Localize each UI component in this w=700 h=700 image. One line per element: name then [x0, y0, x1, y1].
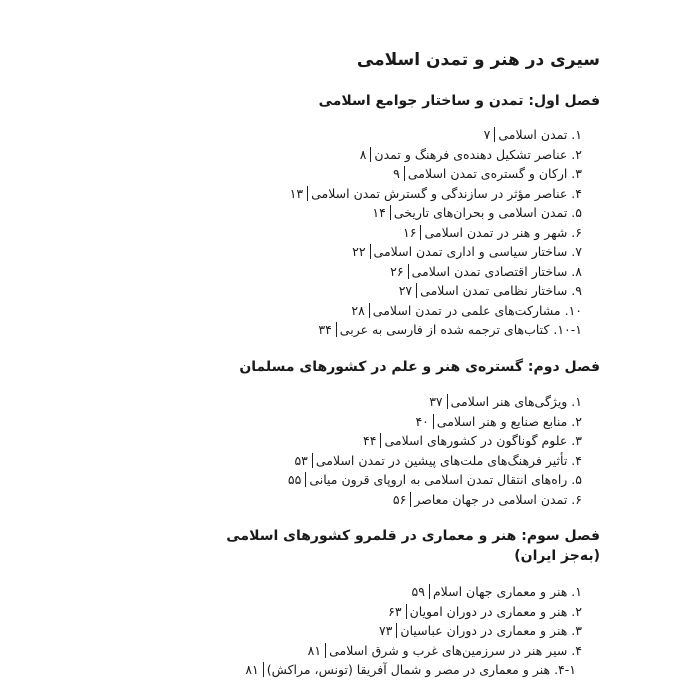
toc-item[interactable]: ۱. ویژگی‌های هنر اسلامی۳۷: [429, 394, 582, 409]
chapter-2-heading: فصل دوم: گستره‌ی هنر و علم در کشورهای مسلمان: [239, 359, 600, 375]
toc-item[interactable]: ۱. تمدن اسلامی۷: [483, 127, 582, 142]
toc-item[interactable]: ۸. ساختار اقتصادی تمدن اسلامی۲۶: [390, 263, 582, 279]
toc-item[interactable]: ۲. هنر و معماری در دوران امویان۶۳: [388, 603, 582, 619]
toc-item[interactable]: ۳. علوم گوناگون در کشورهای اسلامی۴۴: [363, 433, 582, 448]
toc-item[interactable]: ۵. تمدن اسلامی و بحران‌های تاریخی۱۴: [372, 205, 582, 220]
toc-subitem[interactable]: ۱۰-۱. کتاب‌های ترجمه شده از فارسی به عربی۳۴: [318, 322, 582, 337]
chapter-3-heading: فصل سوم: هنر و معماری در قلمرو کشورهای اسلامی: [226, 528, 600, 544]
toc-item[interactable]: ۴. عناصر مؤثر در سازندگی و گسترش تمدن اسلامی۱۳: [289, 185, 582, 201]
chapter-3-heading-line2: (به‌جز ایران): [514, 548, 600, 564]
toc-item[interactable]: ۵. راه‌های انتقال تمدن اسلامی به اروپای قرون میانی۵۵: [287, 472, 582, 487]
toc-item[interactable]: ۴. سیر هنر در سرزمین‌های غرب و شرق اسلامی۸۱: [307, 642, 582, 658]
toc-item[interactable]: ۷. ساختار سیاسی و اداری تمدن اسلامی۲۲: [352, 244, 582, 259]
chapter-1-list: [290, 125, 582, 340]
toc-item[interactable]: ۱. هنر و معماری جهان اسلام۵۹: [411, 584, 582, 599]
chapter-3-list: [245, 582, 582, 680]
toc-item[interactable]: ۲. منابع صنایع و هنر اسلامی۴۰: [415, 413, 582, 429]
toc-item[interactable]: ۴. تأثیر فرهنگ‌های ملت‌های پیشین در تمدن اسلامی۵۳: [294, 452, 582, 468]
chapter-2-list: [288, 392, 582, 509]
toc-item[interactable]: ۳. هنر و معماری در دوران عباسیان۷۳: [378, 623, 582, 638]
toc-item[interactable]: ۲. عناصر تشکیل دهنده‌ی فرهنگ و تمدن۸: [359, 146, 582, 162]
toc-item[interactable]: ۱۰. مشارکت‌های علمی در تمدن اسلامی۲۸: [351, 302, 582, 318]
toc-item[interactable]: ۶. شهر و هنر در تمدن اسلامی۱۶: [403, 224, 582, 240]
toc-item[interactable]: ۹. ساختار نظامی تمدن اسلامی۲۷: [398, 283, 582, 298]
toc-subitem[interactable]: ۴-۱. هنر و معماری در مصر و شمال آفریقا (تونس، مراکش)۸۱: [245, 662, 576, 677]
toc-item[interactable]: ۶. تمدن اسلامی در جهان معاصر۵۶: [392, 491, 582, 507]
toc-item[interactable]: ۳. ارکان و گستره‌ی تمدن اسلامی۹: [393, 166, 582, 181]
chapter-1-heading: فصل اول: تمدن و ساختار جوامع اسلامی: [318, 93, 600, 109]
book-title: سیری در هنر و تمدن اسلامی: [356, 50, 600, 70]
